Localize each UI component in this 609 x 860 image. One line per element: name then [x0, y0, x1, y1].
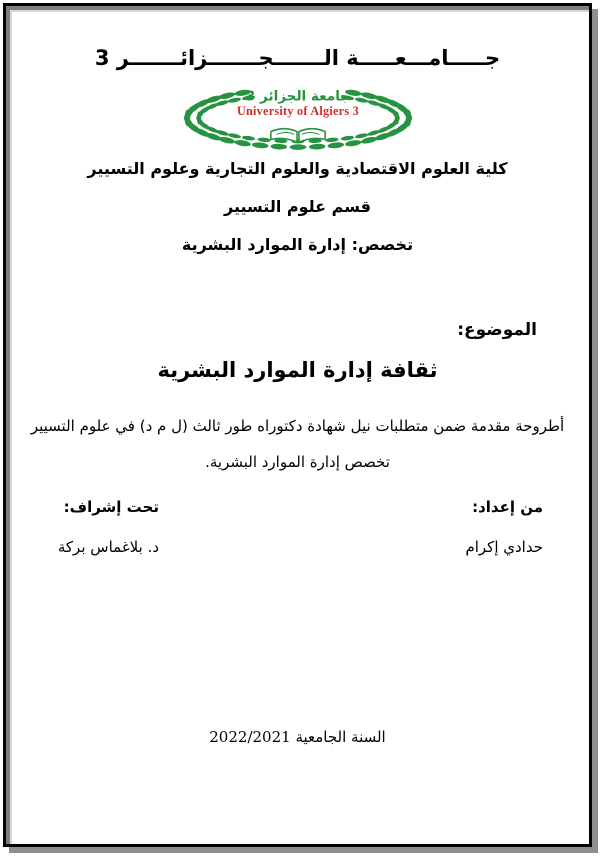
- university-name-heading: جـــــامـــعـــــة الـــــــجـــــــزائـــــــر 3: [94, 46, 501, 70]
- thesis-description-line1: أطروحة مقدمة ضمن متطلبات نيل شهادة دكتوراه طور ثالث (ل م د) في علوم التسيير: [30, 417, 565, 435]
- thesis-title: ثقافة إدارة الموارد البشرية: [157, 358, 438, 382]
- author-name: حدادي إكرام: [465, 538, 543, 556]
- supervisor-name: د. بلاغماس بركة: [57, 538, 159, 556]
- university-logo: [6, 86, 589, 152]
- university-logo-svg: [181, 86, 415, 150]
- thesis-cover-page: [3, 3, 592, 847]
- faculty-name: كلية العلوم الاقتصادية والعلوم التجارية وعلوم التسيير: [87, 159, 508, 178]
- subject-label: الموضوع:: [457, 320, 537, 340]
- logo-arabic-text: جامعة الجزائر 3: [245, 88, 350, 105]
- academic-year: السنة الجامعية 2022/2021: [209, 728, 386, 746]
- logo-english-text: University of Algiers 3: [236, 104, 359, 119]
- department-name: قسم علوم التسيير: [224, 197, 371, 216]
- supervisor-label: تحت إشراف:: [63, 498, 159, 516]
- prepared-by-label: من إعداد:: [472, 498, 543, 516]
- specialization-line: تخصص: إدارة الموارد البشرية: [181, 235, 414, 254]
- thesis-description-line2: تخصص إدارة الموارد البشرية.: [205, 453, 390, 471]
